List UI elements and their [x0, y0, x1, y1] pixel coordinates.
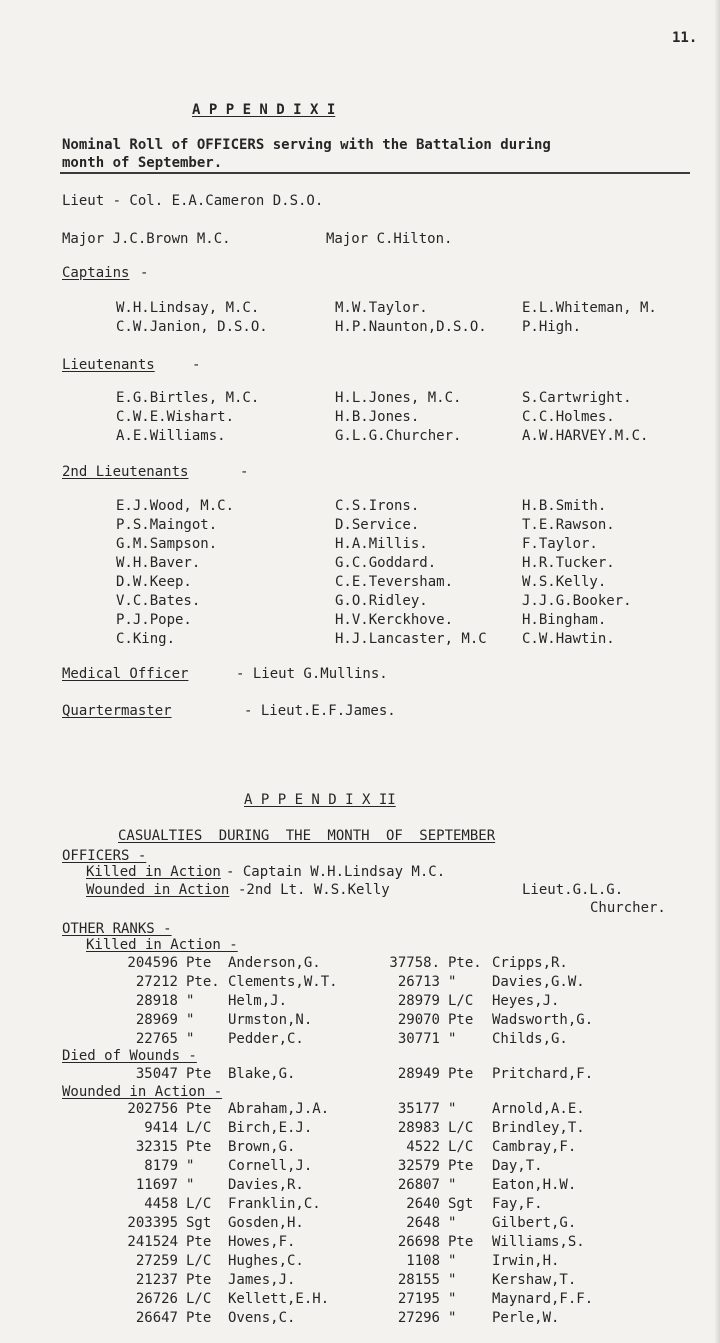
captain-name: M.W.Taylor.: [335, 300, 428, 316]
officers-wia-label: Wounded in Action: [86, 882, 230, 898]
casualty-number: 11697: [135, 1177, 178, 1193]
lieutenants-label: Lieutenants: [62, 357, 155, 373]
casualty-rank: ": [186, 1012, 195, 1028]
officers-wia-text-3: Churcher.: [590, 900, 666, 916]
second-lieutenant-name: P.S.Maingot.: [116, 517, 218, 533]
casualty-number: 9414: [144, 1120, 178, 1136]
casualty-number: 241524: [127, 1234, 178, 1250]
casualty-name: James,J.: [228, 1272, 296, 1288]
casualty-rank: L/C: [448, 993, 474, 1009]
casualty-number: 204596: [127, 955, 178, 971]
second-lieutenant-name: D.Service.: [335, 517, 420, 533]
lieutenant-name: H.L.Jones, M.C.: [335, 390, 462, 406]
second-lieutenant-name: G.M.Sampson.: [116, 536, 218, 552]
casualty-rank: ": [448, 1291, 457, 1307]
casualty-name: Kellett,E.H.: [228, 1291, 330, 1307]
casualty-rank: L/C: [186, 1120, 212, 1136]
casualty-number: 4458: [144, 1196, 178, 1212]
casualty-rank: ": [448, 1101, 457, 1117]
second-lieutenant-name: D.W.Keep.: [116, 574, 192, 590]
major-2: Major C.Hilton.: [326, 231, 453, 247]
casualty-name: Birch,E.J.: [228, 1120, 313, 1136]
casualty-name: Urmston,N.: [228, 1012, 313, 1028]
second-lieutenant-name: H.B.Smith.: [522, 498, 607, 514]
lieutenant-name: H.B.Jones.: [335, 409, 420, 425]
lieutenant-name: G.L.G.Churcher.: [335, 428, 462, 444]
second-lieutenant-name: J.J.G.Booker.: [522, 593, 632, 609]
officers-kia-text: - Captain W.H.Lindsay M.C.: [226, 864, 446, 880]
casualty-name: Day,T.: [492, 1158, 543, 1174]
second-lieutenant-name: H.Bingham.: [522, 612, 607, 628]
casualty-rank: L/C: [448, 1139, 474, 1155]
casualty-rank: ": [186, 1158, 195, 1174]
second-lieutenant-name: C.S.Irons.: [335, 498, 420, 514]
casualty-rank: Pte: [448, 1158, 474, 1174]
casualty-number: 27195: [397, 1291, 440, 1307]
officers-wia-text-2: Lieut.G.L.G.: [522, 882, 624, 898]
captain-name: W.H.Lindsay, M.C.: [116, 300, 260, 316]
casualty-name: Abraham,J.A.: [228, 1101, 330, 1117]
casualty-number: 26647: [135, 1310, 178, 1326]
casualty-rank: Pte: [186, 1272, 212, 1288]
casualty-rank: Pte: [186, 1066, 212, 1082]
casualty-number: 30771: [397, 1031, 440, 1047]
second-lieutenant-name: W.S.Kelly.: [522, 574, 607, 590]
casualty-number: 28979: [397, 993, 440, 1009]
second-lieutenant-name: H.V.Kerckhove.: [335, 612, 454, 628]
second-lieutenant-name: H.J.Lancaster, M.C: [335, 631, 487, 647]
casualty-name: Cornell,J.: [228, 1158, 313, 1174]
casualty-name: Hughes,C.: [228, 1253, 304, 1269]
casualty-name: Howes,F.: [228, 1234, 296, 1250]
casualty-name: Eaton,H.W.: [492, 1177, 577, 1193]
casualty-name: Gosden,H.: [228, 1215, 304, 1231]
casualty-number: 32315: [135, 1139, 178, 1155]
casualty-name: Fay,F.: [492, 1196, 543, 1212]
second-lieutenant-name: H.R.Tucker.: [522, 555, 615, 571]
casualty-name: Gilbert,G.: [492, 1215, 577, 1231]
appendix-1-intro-line-1: Nominal Roll of OFFICERS serving with the Battalion during: [62, 137, 551, 153]
died-of-wounds-label: Died of Wounds -: [62, 1048, 197, 1064]
casualty-number: 26807: [397, 1177, 440, 1193]
second-lieutenant-name: W.H.Baver.: [116, 555, 201, 571]
lieutenant-name: C.W.E.Wishart.: [116, 409, 235, 425]
casualty-number: 37758.: [389, 955, 440, 971]
officers-wia-text: -2nd Lt. W.S.Kelly: [238, 882, 390, 898]
casualty-name: Brown,G.: [228, 1139, 296, 1155]
casualty-rank: L/C: [448, 1120, 474, 1136]
casualty-name: Brindley,T.: [492, 1120, 585, 1136]
dash: -: [192, 357, 201, 373]
casualty-name: Pritchard,F.: [492, 1066, 594, 1082]
medical-officer-value: - Lieut G.Mullins.: [236, 666, 388, 682]
casualty-name: Ovens,C.: [228, 1310, 296, 1326]
divider: [60, 172, 690, 174]
casualty-name: Helm,J.: [228, 993, 288, 1009]
second-lieutenant-name: H.A.Millis.: [335, 536, 428, 552]
casualty-number: 1108: [406, 1253, 440, 1269]
casualty-name: Perle,W.: [492, 1310, 560, 1326]
casualties-heading: CASUALTIES DURING THE MONTH OF SEPTEMBER: [118, 828, 496, 844]
casualty-rank: ": [448, 1215, 457, 1231]
casualty-rank: Pte: [186, 955, 212, 971]
lt-col-line: Lieut - Col. E.A.Cameron D.S.O.: [62, 193, 324, 209]
casualty-rank: ": [186, 993, 195, 1009]
casualty-name: Childs,G.: [492, 1031, 568, 1047]
appendix-1-heading: A P P E N D I X I: [192, 102, 336, 118]
casualty-rank: ": [448, 1031, 457, 1047]
casualty-name: Wadsworth,G.: [492, 1012, 594, 1028]
casualty-number: 4522: [406, 1139, 440, 1155]
officers-kia-label: Killed in Action: [86, 864, 221, 880]
casualty-number: 26698: [397, 1234, 440, 1250]
casualty-name: Heyes,J.: [492, 993, 560, 1009]
casualty-name: Williams,S.: [492, 1234, 585, 1250]
second-lieutenant-name: G.C.Goddard.: [335, 555, 437, 571]
captain-name: E.L.Whiteman, M.: [522, 300, 657, 316]
casualty-name: Irwin,H.: [492, 1253, 560, 1269]
casualty-number: 28949: [397, 1066, 440, 1082]
casualty-number: 28969: [135, 1012, 178, 1028]
appendix-2-heading: A P P E N D I X II: [244, 792, 396, 808]
casualty-number: 21237: [135, 1272, 178, 1288]
casualty-rank: Pte: [186, 1234, 212, 1250]
casualty-rank: ": [448, 1310, 457, 1326]
casualty-name: Cambray,F.: [492, 1139, 577, 1155]
second-lieutenant-name: C.E.Teversham.: [335, 574, 454, 590]
casualty-name: Cripps,R.: [492, 955, 568, 971]
casualty-rank: Pte: [186, 1101, 212, 1117]
casualty-rank: L/C: [186, 1253, 212, 1269]
second-lieutenant-name: E.J.Wood, M.C.: [116, 498, 235, 514]
casualty-rank: Sgt: [186, 1215, 212, 1231]
casualty-rank: ": [448, 1272, 457, 1288]
second-lieutenant-name: G.O.Ridley.: [335, 593, 428, 609]
casualty-rank: Sgt: [448, 1196, 474, 1212]
casualty-rank: Pte: [448, 1234, 474, 1250]
page-edge-shadow: [714, 0, 720, 1343]
casualty-name: Maynard,F.F.: [492, 1291, 594, 1307]
casualty-name: Arnold,A.E.: [492, 1101, 585, 1117]
casualty-rank: Pte: [186, 1310, 212, 1326]
casualty-name: Davies,G.W.: [492, 974, 585, 990]
casualty-number: 29070: [397, 1012, 440, 1028]
other-ranks-wia-label: Wounded in Action -: [62, 1084, 223, 1100]
casualty-number: 2648: [406, 1215, 440, 1231]
casualty-number: 28918: [135, 993, 178, 1009]
casualty-number: 32579: [397, 1158, 440, 1174]
casualty-name: Pedder,C.: [228, 1031, 304, 1047]
casualty-number: 26713: [397, 974, 440, 990]
casualty-number: 35177: [397, 1101, 440, 1117]
quartermaster-label: Quartermaster: [62, 703, 172, 719]
major-1: Major J.C.Brown M.C.: [62, 231, 231, 247]
casualty-name: Blake,G.: [228, 1066, 296, 1082]
second-lieutenant-name: C.W.Hawtin.: [522, 631, 615, 647]
medical-officer-label: Medical Officer: [62, 666, 189, 682]
casualty-rank: Pte.: [186, 974, 220, 990]
other-ranks-label: OTHER RANKS -: [62, 921, 172, 937]
second-lieutenant-name: T.E.Rawson.: [522, 517, 615, 533]
casualty-rank: ": [448, 1253, 457, 1269]
lieutenant-name: A.W.HARVEY.M.C.: [522, 428, 649, 444]
casualty-name: Kershaw,T.: [492, 1272, 577, 1288]
casualty-number: 28155: [397, 1272, 440, 1288]
casualty-rank: Pte: [448, 1066, 474, 1082]
casualty-rank: ": [186, 1031, 195, 1047]
casualty-rank: Pte: [448, 1012, 474, 1028]
appendix-1-intro-line-2: month of September.: [62, 155, 223, 171]
casualty-number: 27259: [135, 1253, 178, 1269]
second-lieutenant-name: P.J.Pope.: [116, 612, 192, 628]
casualty-rank: ": [448, 974, 457, 990]
casualty-number: 202756: [127, 1101, 178, 1117]
casualty-rank: Pte: [186, 1139, 212, 1155]
casualty-rank: Pte.: [448, 955, 482, 971]
casualty-number: 28983: [397, 1120, 440, 1136]
quartermaster-value: - Lieut.E.F.James.: [244, 703, 396, 719]
captains-label: Captains: [62, 265, 130, 281]
casualty-rank: L/C: [186, 1196, 212, 1212]
second-lieutenant-name: V.C.Bates.: [116, 593, 201, 609]
casualty-rank: ": [448, 1177, 457, 1193]
casualty-rank: ": [186, 1177, 195, 1193]
casualty-number: 203395: [127, 1215, 178, 1231]
casualty-name: Franklin,C.: [228, 1196, 321, 1212]
second-lieutenants-label: 2nd Lieutenants: [62, 464, 189, 480]
lieutenant-name: E.G.Birtles, M.C.: [116, 390, 260, 406]
lieutenant-name: A.E.Williams.: [116, 428, 226, 444]
dash: -: [240, 464, 249, 480]
officers-label: OFFICERS -: [62, 848, 147, 864]
casualty-number: 8179: [144, 1158, 178, 1174]
captain-name: H.P.Naunton,D.S.O.: [335, 319, 487, 335]
second-lieutenant-name: C.King.: [116, 631, 176, 647]
page-number: 11.: [672, 30, 698, 46]
casualty-number: 22765: [135, 1031, 178, 1047]
other-ranks-kia-label: Killed in Action -: [86, 937, 238, 953]
casualty-number: 26726: [135, 1291, 178, 1307]
lieutenant-name: S.Cartwright.: [522, 390, 632, 406]
casualty-number: 27296: [397, 1310, 440, 1326]
casualty-name: Davies,R.: [228, 1177, 304, 1193]
casualty-number: 27212: [135, 974, 178, 990]
casualty-name: Anderson,G.: [228, 955, 321, 971]
casualty-rank: L/C: [186, 1291, 212, 1307]
captain-name: P.High.: [522, 319, 582, 335]
captain-name: C.W.Janion, D.S.O.: [116, 319, 268, 335]
dash: -: [140, 265, 149, 281]
casualty-number: 2640: [406, 1196, 440, 1212]
lieutenant-name: C.C.Holmes.: [522, 409, 615, 425]
casualty-name: Clements,W.T.: [228, 974, 338, 990]
second-lieutenant-name: F.Taylor.: [522, 536, 598, 552]
casualty-number: 35047: [135, 1066, 178, 1082]
